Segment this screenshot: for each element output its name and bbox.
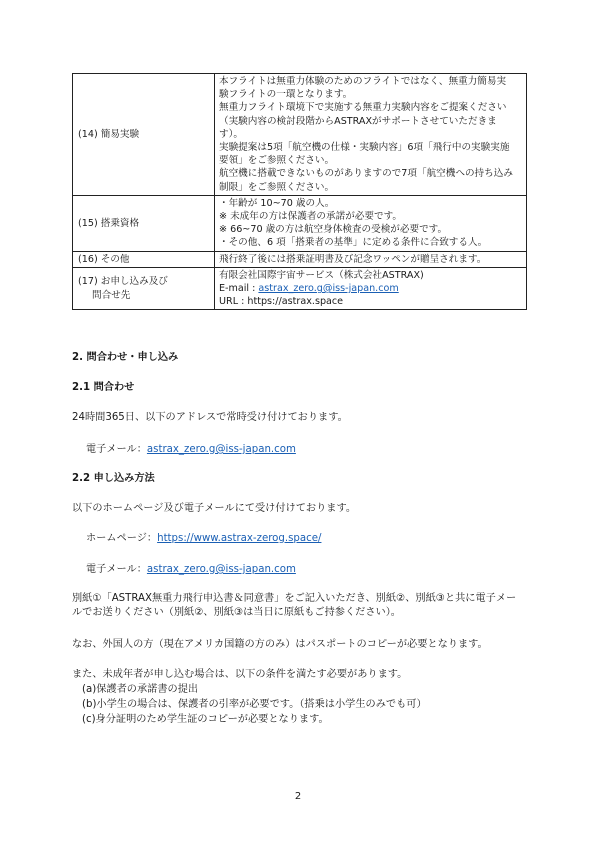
text-line: 本フライトは無重力体験のためのフライトではなく、無重力簡易実 (219, 76, 507, 87)
page-number: 2 (294, 791, 302, 802)
text-line: 験フライトの一環となります。 (219, 89, 353, 101)
homepage-line (72, 532, 546, 546)
table-row (73, 195, 527, 251)
row-value (215, 267, 527, 310)
row-value (215, 74, 527, 196)
text-line: 別紙①「ASTRAX無重力飛行申込書＆同意書」をご記入いただき、別紙②、別紙③と共に電子メー (72, 593, 517, 604)
section-heading: 2. 問合わせ・申し込み (72, 352, 179, 363)
condition-item: (b)小学生の場合は、保護者の引率が必要です。（搭乗は小学生のみでも可） (82, 699, 427, 710)
email-label: 電子メール： (86, 444, 147, 455)
contact-email-link[interactable]: astrax_zero.g@iss-japan.com (258, 283, 399, 295)
text-line: 航空機に搭載できないものがありますので7項「航空機への持ち込み (219, 168, 513, 180)
email-prefix: E-mail : (219, 283, 259, 295)
text-line: 飛行終了後には搭乗証明書及び記念ワッペンが贈呈されます。 (219, 253, 487, 265)
row-label-line: (17) お申し込み及び (78, 276, 168, 288)
row-label (73, 267, 215, 310)
text-line: す）。 (219, 128, 243, 140)
table-row (73, 251, 527, 267)
email-line (72, 443, 546, 457)
table-row (73, 74, 527, 196)
text-line: ※ 未成年の方は保護者の承諾が必要です。 (219, 211, 403, 223)
paragraph: 以下のホームページ及び電子メールにて受け付けております。 (72, 503, 357, 514)
paragraph: 24時間365日、以下のアドレスで常時受け付けております。 (72, 412, 348, 423)
text-line: 無重力フライト環境下で実施する無重力実験内容をご提案ください (219, 102, 507, 114)
paragraph: なお、外国人の方（現在アメリカ国籍の方のみ）はパスポートのコピーが必要となります。 (72, 639, 488, 650)
row-value (215, 195, 527, 251)
text-line: （実験内容の検討段階からASTRAXがサポートさせていただきま (219, 115, 497, 127)
text-line: ※ 66~70 歳の方は航空身体検査の受検が必要です。 (219, 224, 448, 236)
text-line: 要領」をご参照ください。 (219, 155, 335, 167)
paragraph (72, 592, 532, 620)
text-line: ・その他、6 項「搭乗者の基準」に定める条件に合致する人。 (219, 237, 488, 249)
company-name: 有限会社国際宇宙サービス（株式会社ASTRAX) (219, 269, 424, 281)
homepage-link[interactable]: https://www.astrax-zerog.space/ (157, 533, 322, 544)
paragraph: また、未成年者が申し込む場合は、以下の条件を満たす必要があります。 (72, 669, 408, 680)
text-line: 実験提案は5項「航空機の仕様・実験内容」6項「飛行中の実験実施 (219, 142, 510, 154)
inquiry-email-link[interactable]: astrax_zero.g@iss-japan.com (146, 444, 296, 455)
application-email-link[interactable]: astrax_zero.g@iss-japan.com (146, 564, 296, 575)
text-line: ・年齢が 10~70 歳の人。 (219, 197, 335, 209)
email-line (72, 563, 546, 577)
contact-url: URL : https://astrax.space (219, 296, 344, 308)
contact-email-line (219, 282, 522, 295)
condition-item: (c)身分証明のため学生証のコピーが必要となります。 (82, 714, 329, 725)
row-label: (14) 簡易実験 (73, 74, 215, 196)
homepage-label: ホームページ： (86, 533, 158, 544)
text-line: 制限」をご参照ください。 (219, 181, 335, 193)
email-label: 電子メール： (86, 564, 147, 575)
row-value (215, 251, 527, 267)
subsection-heading: 2.1 問合わせ (72, 382, 135, 393)
row-label-line: 問合せ先 (92, 289, 131, 301)
table-row (73, 267, 527, 310)
condition-item: (a)保護者の承諾書の提出 (82, 684, 199, 695)
row-label: (15) 搭乗資格 (73, 195, 215, 251)
row-label: (16) その他 (73, 251, 215, 267)
spec-table (72, 73, 527, 310)
subsection-heading: 2.2 申し込み方法 (72, 473, 155, 484)
text-line: ルでお送りください（別紙②、別紙③は当日に原紙もご持参ください）。 (72, 607, 401, 618)
